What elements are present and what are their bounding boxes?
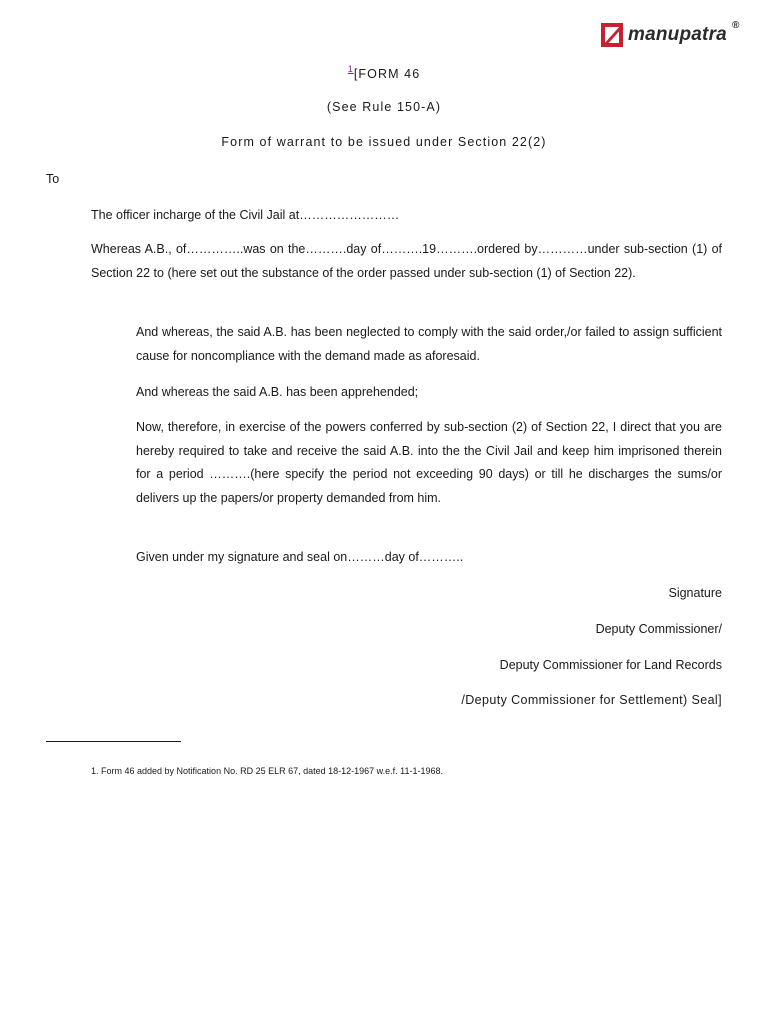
form-subtitle: Form of warrant to be issued under Section 22(2) — [221, 135, 547, 149]
signature-line-3: /Deputy Commissioner for Settlement) Seal] — [461, 693, 722, 707]
footnote-text: 1. Form 46 added by Notification No. RD 25 ELR 67, dated 18-12-1967 w.e.f. 11-1-1968. — [91, 766, 444, 776]
logo-wordmark: manupatra — [628, 24, 727, 45]
footnote-divider — [46, 741, 181, 742]
signature-line-1: Deputy Commissioner/ — [595, 622, 722, 636]
to-label: To — [46, 172, 60, 186]
para-therefore: Now, therefore, in exercise of the powers conferred by sub-section (2) of Section 22, I direct that you are hereby required to take and receive the said A.B. into the the Civil Jail and keep him imprisoned therein for a period ……….(here specify the period not exceeding 90 days) or till he discharges the sums/or delivers up the papers/or property demanded from him. — [136, 420, 722, 505]
form-title — [0, 64, 768, 81]
signature-line-2: Deputy Commissioner for Land Records — [499, 658, 722, 672]
addressee-line: The officer incharge of the Civil Jail at…………………… — [91, 208, 400, 222]
footnote-ref-link[interactable]: 1 — [347, 64, 354, 74]
registered-mark: ® — [732, 20, 740, 31]
para-neglected: And whereas, the said A.B. has been neglected to comply with the said order,/or failed to assign sufficient cause for noncompliance with the demand made as aforesaid. — [136, 325, 722, 363]
manupatra-logo — [600, 20, 740, 48]
manupatra-logo-icon — [600, 22, 624, 48]
signature-label: Signature — [668, 586, 722, 600]
rule-reference: (See Rule 150-A) — [326, 100, 442, 114]
form-title-text: [FORM 46 — [353, 67, 421, 81]
para-apprehended: And whereas the said A.B. has been apprehended; — [136, 385, 419, 399]
para-whereas: Whereas A.B., of…………..was on the……….day of……….19……….ordered by…………under sub-section (1) of Section 22 to (here set out the substance of the order passed under sub-section (1) of Section 22). — [91, 242, 722, 280]
para-given: Given under my signature and seal on………day of……….. — [136, 550, 464, 564]
